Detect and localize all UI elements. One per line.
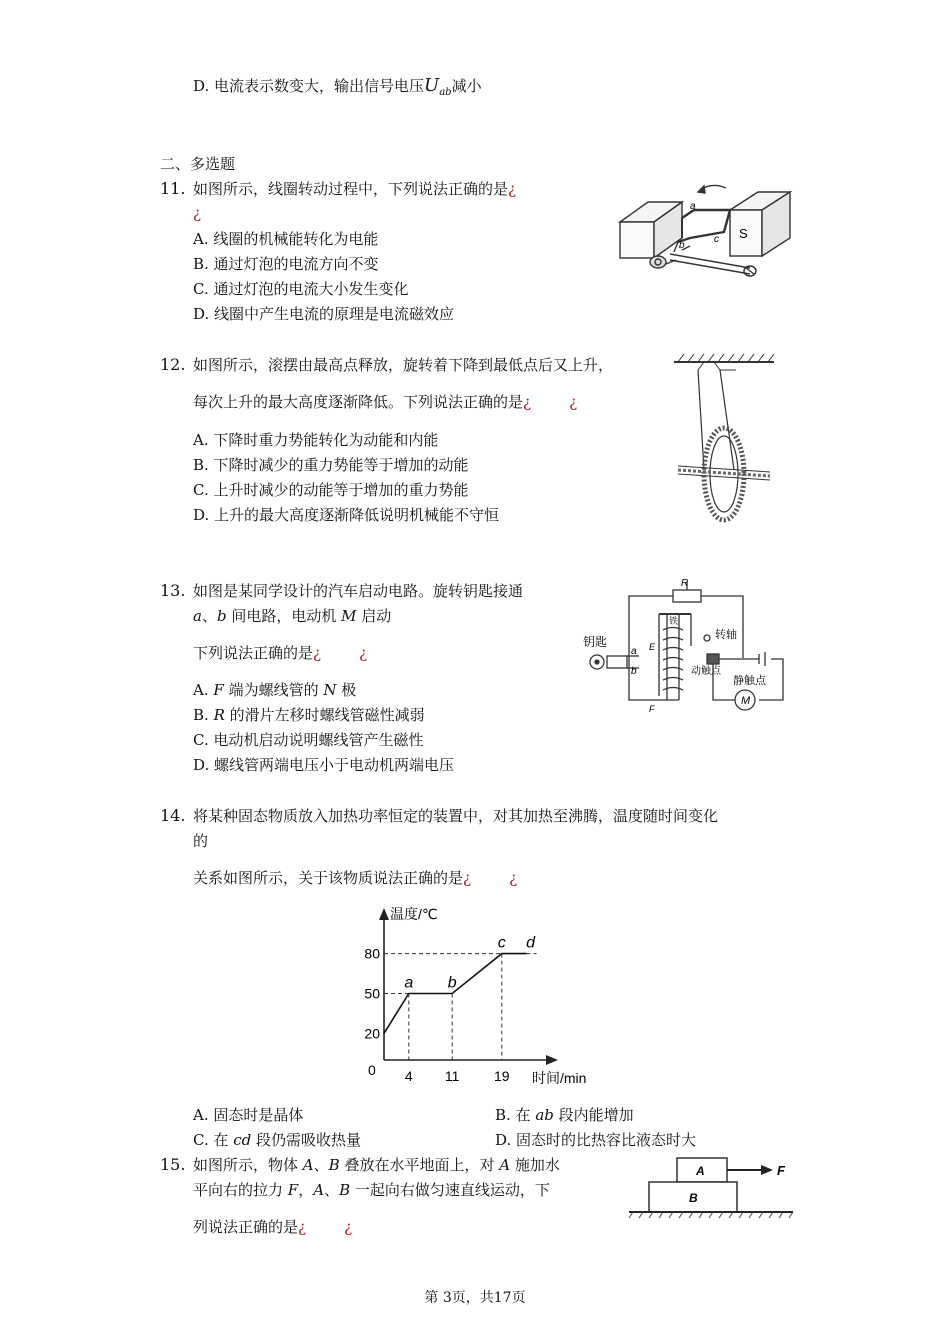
rheostat-label: R bbox=[681, 578, 689, 589]
q11-option-d: D. 线圈中产生电流的原理是电流磁效应 bbox=[193, 305, 455, 323]
q15-stem-1: 如图所示，物体 A、B 叠放在水平地面上，对 A 施加水 bbox=[193, 1156, 560, 1174]
point-label-a: a bbox=[404, 974, 414, 992]
q12-option-d: D. 上升的最大高度逐渐降低说明机械能不守恒 bbox=[193, 506, 500, 524]
q11-option-b: B. 通过灯泡的电流方向不变 bbox=[193, 255, 379, 273]
pivot-label: 转轴 bbox=[715, 629, 737, 641]
terminal-a-label: a bbox=[631, 646, 637, 657]
point-label-d: d bbox=[526, 934, 536, 952]
q13-number: 13. bbox=[160, 581, 186, 600]
point-label-b: b bbox=[447, 974, 457, 992]
x-axis-label: 时间/min bbox=[532, 1070, 587, 1086]
x-tick-label-19: 19 bbox=[494, 1068, 510, 1084]
stacked-blocks-figure bbox=[625, 1152, 800, 1227]
q13-stem-3: 下列说法正确的是¿ ¿ bbox=[193, 644, 368, 662]
q14-option-c: C. 在 cd 段仍需吸收热量 bbox=[193, 1131, 362, 1149]
q14-option-b: B. 在 ab 段内能增加 bbox=[495, 1106, 634, 1124]
q12-option-b: B. 下降时减少的重力势能等于增加的动能 bbox=[193, 456, 469, 474]
force-label: F bbox=[777, 1163, 785, 1178]
q11-option-c: C. 通过灯泡的电流大小发生变化 bbox=[193, 280, 409, 298]
force-arrowhead bbox=[761, 1165, 773, 1175]
block-a-label: A bbox=[696, 1164, 705, 1178]
y-tick-label-80: 80 bbox=[364, 945, 380, 962]
q12-option-a: A. 下降时重力势能转化为动能和内能 bbox=[193, 431, 439, 449]
x-tick-label-11: 11 bbox=[444, 1068, 460, 1084]
block-b-label: B bbox=[689, 1191, 698, 1205]
y-axis-label: 温度/℃ bbox=[390, 906, 438, 922]
q11-number: 11. bbox=[160, 179, 186, 198]
section-title: 二、多选题 bbox=[160, 155, 236, 173]
q13-option-d: D. 螺线管两端电压小于电动机两端电压 bbox=[193, 756, 455, 774]
coil-label-c: c bbox=[714, 234, 719, 245]
iron-label: 铁 bbox=[669, 616, 679, 626]
y-axis-arrow bbox=[379, 908, 389, 920]
y-tick-label-50: 50 bbox=[364, 985, 380, 1002]
x-tick-label-4: 4 bbox=[404, 1068, 413, 1084]
q11-option-a: A. 线圈的机械能转化为电能 bbox=[193, 230, 379, 248]
starter-circuit-figure bbox=[583, 574, 793, 724]
q14-number: 14. bbox=[160, 806, 186, 825]
temperature-time-chart bbox=[350, 900, 600, 1090]
q14-stem-1: 将某种固态物质放入加热功率恒定的装置中，对其加热至沸腾，温度随时间变化 bbox=[193, 807, 719, 825]
q14-stem-1b: 的 bbox=[193, 832, 209, 850]
terminal-b-label: b bbox=[631, 666, 637, 677]
generator-figure bbox=[612, 180, 797, 295]
q13-option-b: B. R 的滑片左移时螺线管磁性减弱 bbox=[193, 706, 425, 724]
terminal-e-label: E bbox=[649, 642, 656, 652]
q12-stem-2: 每次上升的最大高度逐渐降低。下列说法正确的是¿ ¿ bbox=[193, 393, 578, 411]
point-label-c: c bbox=[497, 934, 506, 952]
q13-option-c: C. 电动机启动说明螺线管产生磁性 bbox=[193, 731, 424, 749]
q11-blank: ¿ bbox=[193, 204, 202, 222]
static-contact-label: 静触点 bbox=[733, 675, 766, 687]
x-axis-arrow bbox=[546, 1055, 558, 1065]
q13-stem-1: 如图是某同学设计的汽车启动电路。旋转钥匙接通 bbox=[193, 582, 524, 600]
q15-stem-3: 列说法正确的是¿ ¿ bbox=[193, 1218, 353, 1236]
q12-stem-1: 如图所示，滚摆由最高点释放，旋转着下降到最低点后又上升， bbox=[193, 356, 614, 374]
q10-option-d: D. 电流表示数变大，输出信号电压$U_{ab}$减小 bbox=[193, 75, 482, 98]
q14-option-d: D. 固态时的比热容比液态时大 bbox=[495, 1131, 697, 1149]
origin-label: 0 bbox=[368, 1062, 376, 1078]
page-footer: 第 3页，共17页 bbox=[424, 1290, 526, 1306]
q15-stem-2: 平向右的拉力 F，A、B 一起向右做匀速直线运动，下 bbox=[193, 1181, 550, 1199]
moving-contact-label: 动触点 bbox=[691, 666, 721, 677]
q14-option-a: A. 固态时是晶体 bbox=[193, 1106, 304, 1124]
coil-label-a: a bbox=[690, 201, 696, 212]
q12-number: 12. bbox=[160, 355, 186, 374]
q14-stem-2: 关系如图所示，关于该物质说法正确的是¿ ¿ bbox=[193, 869, 518, 887]
magnet-s-label: S bbox=[739, 226, 748, 241]
q13-stem-2: a、b 间电路，电动机 M 启动 bbox=[193, 607, 392, 625]
q11-stem: 如图所示，线圈转动过程中，下列说法正确的是¿ bbox=[193, 180, 517, 198]
maxwell-wheel-figure bbox=[672, 352, 777, 524]
y-tick-label-20: 20 bbox=[364, 1025, 380, 1042]
motor-label: M bbox=[741, 695, 751, 707]
q13-option-a: A. F 端为螺线管的 N 极 bbox=[193, 681, 357, 699]
q15-number: 15. bbox=[160, 1155, 186, 1174]
key-label: 钥匙 bbox=[583, 635, 608, 649]
terminal-f-label: F bbox=[649, 704, 655, 714]
coil-label-b: b bbox=[679, 240, 685, 251]
q12-option-c: C. 上升时减少的动能等于增加的重力势能 bbox=[193, 481, 469, 499]
